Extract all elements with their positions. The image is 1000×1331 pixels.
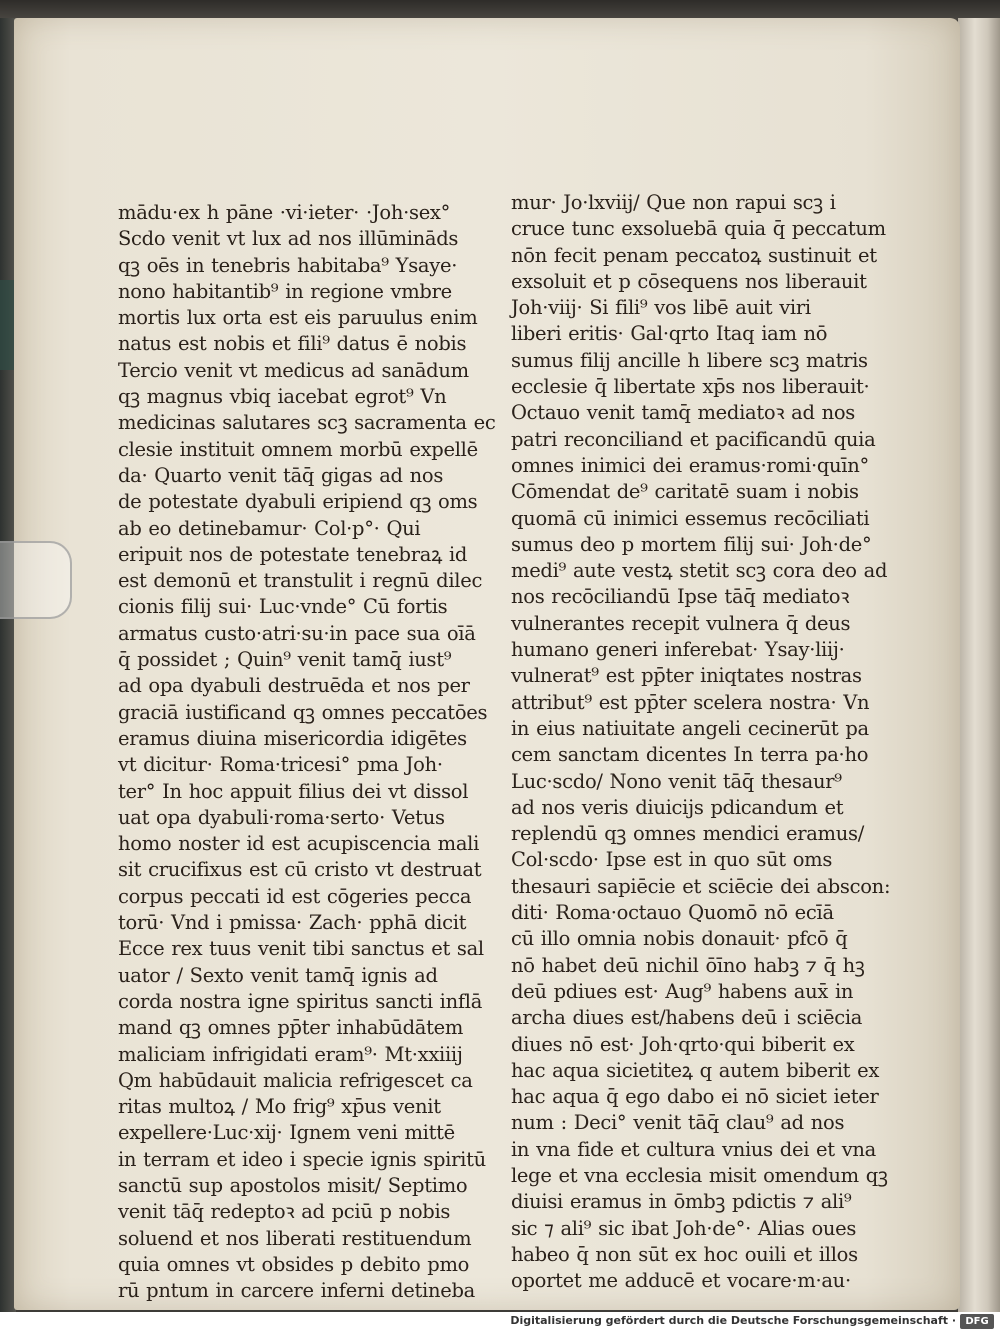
left-column-line: armatus custo·atri·su·in pace sua oīā — [118, 621, 476, 645]
right-column-line: ad nos veris diuicijs pdicandum et — [511, 795, 844, 819]
left-column-line: q̄ possidet ; Quin⁹ venit tamq̄ iust⁹ — [118, 648, 452, 672]
right-column-line: nōn fecit penam peccatoꝝ sustinuit et — [511, 243, 877, 267]
left-column-line: ab eo detinebamur· Col·p°· Qui — [118, 516, 421, 540]
dfg-logo: DFG — [960, 1314, 994, 1329]
right-column-line: vulnerantes recepit vulnera q̄ deus — [511, 611, 851, 635]
left-column-line: torū· Vnd i pmissa· Zach· pphā dicit — [118, 911, 467, 935]
right-column-line: medi⁹ aute vestꝝ stetit scꝫ cora deo ad — [511, 559, 888, 583]
right-column-line: Octauo venit tamq̄ mediatoꝛ ad nos — [511, 401, 855, 425]
right-column-line: replendū qꝫ omnes mendici eramus/ — [511, 822, 864, 846]
right-column-line: exsoluit et p cōsequens nos liberauit — [511, 269, 867, 293]
right-column-line: thesauri sapiēcie et sciēcie dei abscon: — [511, 874, 891, 898]
binding-mark — [0, 280, 14, 370]
left-column-line: ad opa dyabuli destruēda et nos per — [118, 674, 470, 698]
right-column-line: cruce tunc exsoluebā quia q̄ peccatum — [511, 217, 886, 241]
left-text-column — [118, 200, 496, 1304]
right-column-line: ecclesie q̄ libertate xp̄s nos liberauit· — [511, 375, 870, 399]
left-column-line: ritas multoꝝ / Mo frig⁹ xp̄us venit — [118, 1095, 441, 1119]
left-column-line: medicinas salutares scꝫ sacramenta ec — [118, 411, 496, 435]
right-column-line: sic ⁊ ali⁹ sic ibat Joh·de°· Alias oues — [511, 1216, 857, 1240]
right-column-line: patri reconciliand et pacificandū quia — [511, 427, 876, 451]
right-column-line: diuisi eramus in ōmbꝫ pdictis ⁊ ali⁹ — [511, 1190, 852, 1214]
right-column-line: cem sanctam dicentes In terra pa·ho — [511, 743, 869, 767]
left-column-line: nono habitantib⁹ in regione vmbre — [118, 279, 452, 303]
left-column-line: de potestate dyabuli eripiend qꝫ oms — [118, 490, 478, 514]
left-column-line: uat opa dyabuli·roma·serto· Vetus — [118, 805, 445, 829]
right-column-line: nos recōciliandū Ipse tāq̄ mediatoꝛ — [511, 585, 850, 609]
right-column-line: in eius natiuitate angeli cecinerūt pa — [511, 716, 869, 740]
book-top-edge — [0, 0, 1000, 20]
right-column-line: deū pdiues est· Aug⁹ habens aux̄ in — [511, 979, 854, 1003]
left-column-line: quia omnes vt obsides p debito pmo — [118, 1252, 470, 1276]
left-column-line: ter° In hoc appuit filius dei vt dissol — [118, 779, 469, 803]
left-column-line: Scdo venit vt lux ad nos illūmināds — [118, 227, 459, 251]
left-column-line: maliciam infrigidati eram⁹· Mt·xxiiij — [118, 1042, 463, 1066]
right-text-column — [511, 190, 891, 1294]
left-column-line: graciā iustificand qꝫ omnes peccatōes — [118, 700, 488, 724]
right-column-line: Cōmendat de⁹ caritatē suam i nobis — [511, 480, 859, 504]
left-column-line: uator / Sexto venit tamq̄ ignis ad — [118, 963, 438, 987]
right-column-line: Luc·scdo/ Nono venit tāq̄ thesaur⁹ — [511, 769, 842, 793]
left-column-line: clesie instituit omnem morbū expellē — [118, 437, 478, 461]
left-column-line: in terram et ideo i specie ignis spiritū — [118, 1147, 486, 1171]
left-column-line: est demonū et transtulit i regnū dilec — [118, 569, 483, 593]
left-column-line: qꝫ magnus vbiq iacebat egrot⁹ Vn — [118, 385, 447, 409]
right-column-line: sumus deo p mortem filij sui· Joh·de° — [511, 532, 872, 556]
left-column-line: corpus peccati id est cōgeries pecca — [118, 884, 472, 908]
right-column-line: habeo q̄ non sūt ex hoc ouili et illos — [511, 1242, 858, 1266]
left-column-line: soluend et nos liberati restituendum — [118, 1226, 472, 1250]
right-column-line: mur· Jo·lxviij/ Que non rapui scꝫ i — [511, 191, 836, 214]
right-column-line: attribut⁹ est pp̄ter scelera nostra· Vn — [511, 690, 870, 714]
right-column-line: nō habet deū nichil ōīno habꝫ ⁊ q̄ hꝫ — [511, 953, 865, 977]
left-column-line: Qm habūdauit malicia refrigescet ca — [118, 1068, 473, 1092]
right-column-line: diues nō est· Joh·qrto·qui biberit ex — [511, 1032, 855, 1056]
right-column-line: quomā cū inimici essemus recōciliati — [511, 506, 870, 530]
left-column-line: homo noster id est acupiscencia mali — [118, 832, 480, 856]
left-column-line: mādu·ex h pāne ·vi·ieter· ·Joh·sex° — [118, 201, 451, 224]
right-column-line: cū illo omnia nobis donauit· pfcō q̄ — [511, 927, 848, 951]
left-column-line: Ecce rex tuus venit tibi sanctus et sal — [118, 937, 484, 961]
left-column-line: qꝫ oēs in tenebris habitaba⁹ Ysaye· — [118, 253, 458, 277]
right-column-line: hac aqua sicietiteꝝ q autem biberit ex — [511, 1058, 880, 1082]
book-fore-edge — [958, 18, 1000, 1312]
right-column-line: sumus filij ancille h libere scꝫ matris — [511, 348, 868, 372]
funding-credit: Digitalisierung gefördert durch die Deutsche Forschungsgemeinschaft · — [510, 1314, 956, 1327]
left-column-line: Tercio venit vt medicus ad sanādum — [118, 358, 469, 382]
left-column-line: sanctū sup apostolos misit/ Septimo — [118, 1173, 468, 1197]
left-column-line: sit crucifixus est cū cristo vt destruat — [118, 858, 482, 882]
left-column-line: expellere·Luc·xij· Ignem veni mittē — [118, 1121, 455, 1145]
right-column-line: Joh·viij· Si fili⁹ vos libē auit viri — [511, 296, 811, 320]
right-column-line: Col·scdo· Ipse est in quo sūt oms — [511, 848, 833, 872]
right-column-line: hac aqua q̄ ego dabo ei nō siciet ieter — [511, 1085, 879, 1109]
left-column-line: vt dicitur· Roma·tricesi° pma Joh· — [118, 753, 443, 777]
right-column-line: lege et vna ecclesia misit omendum qꝫ — [511, 1163, 888, 1187]
right-column-line: archa diues est/habens deū i sciēcia — [511, 1006, 863, 1030]
left-column-line: mand qꝫ omnes pp̄ter inhabūdātem — [118, 1016, 464, 1040]
footer-bar — [0, 1312, 1000, 1331]
left-column-line: eripuit nos de potestate tenebraꝝ id — [118, 542, 468, 566]
left-column-line: natus est nobis et fili⁹ datus ē nobis — [118, 332, 467, 356]
left-column-line: venit tāq̄ redeptoꝛ ad pciū p nobis — [118, 1200, 451, 1224]
left-column-line: corda nostra igne spiritus sancti inflā — [118, 989, 483, 1013]
left-column-line: eramus diuina misericordia idigētes — [118, 726, 467, 750]
right-column-line: vulnerat⁹ est pp̄ter iniqtates nostras — [511, 664, 862, 688]
left-column-line: rū pntum in carcere inferni detineba — [118, 1279, 475, 1303]
right-column-line: num : Deci° venit tāq̄ clau⁹ ad nos — [511, 1111, 845, 1135]
right-column-line: diti· Roma·octauo Quomō nō ecīā — [511, 901, 834, 925]
right-column-line: liberi eritis· Gal·qrto Itaq iam nō — [511, 322, 828, 346]
right-column-line: in vna fide et cultura vnius dei et vna — [511, 1137, 877, 1161]
left-column-line: mortis lux orta est eis paruulus enim — [118, 306, 478, 330]
right-column-line: omnes inimici dei eramus·romi·quīn° — [511, 453, 869, 477]
page-clip — [0, 541, 72, 619]
left-column-line: cionis filij sui· Luc·vnde° Cū fortis — [118, 595, 448, 619]
left-column-line: da· Quarto venit tāq̄ gigas ad nos — [118, 463, 444, 487]
right-column-line: humano generi inferebat· Ysay·liij· — [511, 638, 845, 662]
right-column-line: oportet me adducē et vocare·m·au· — [511, 1269, 851, 1293]
